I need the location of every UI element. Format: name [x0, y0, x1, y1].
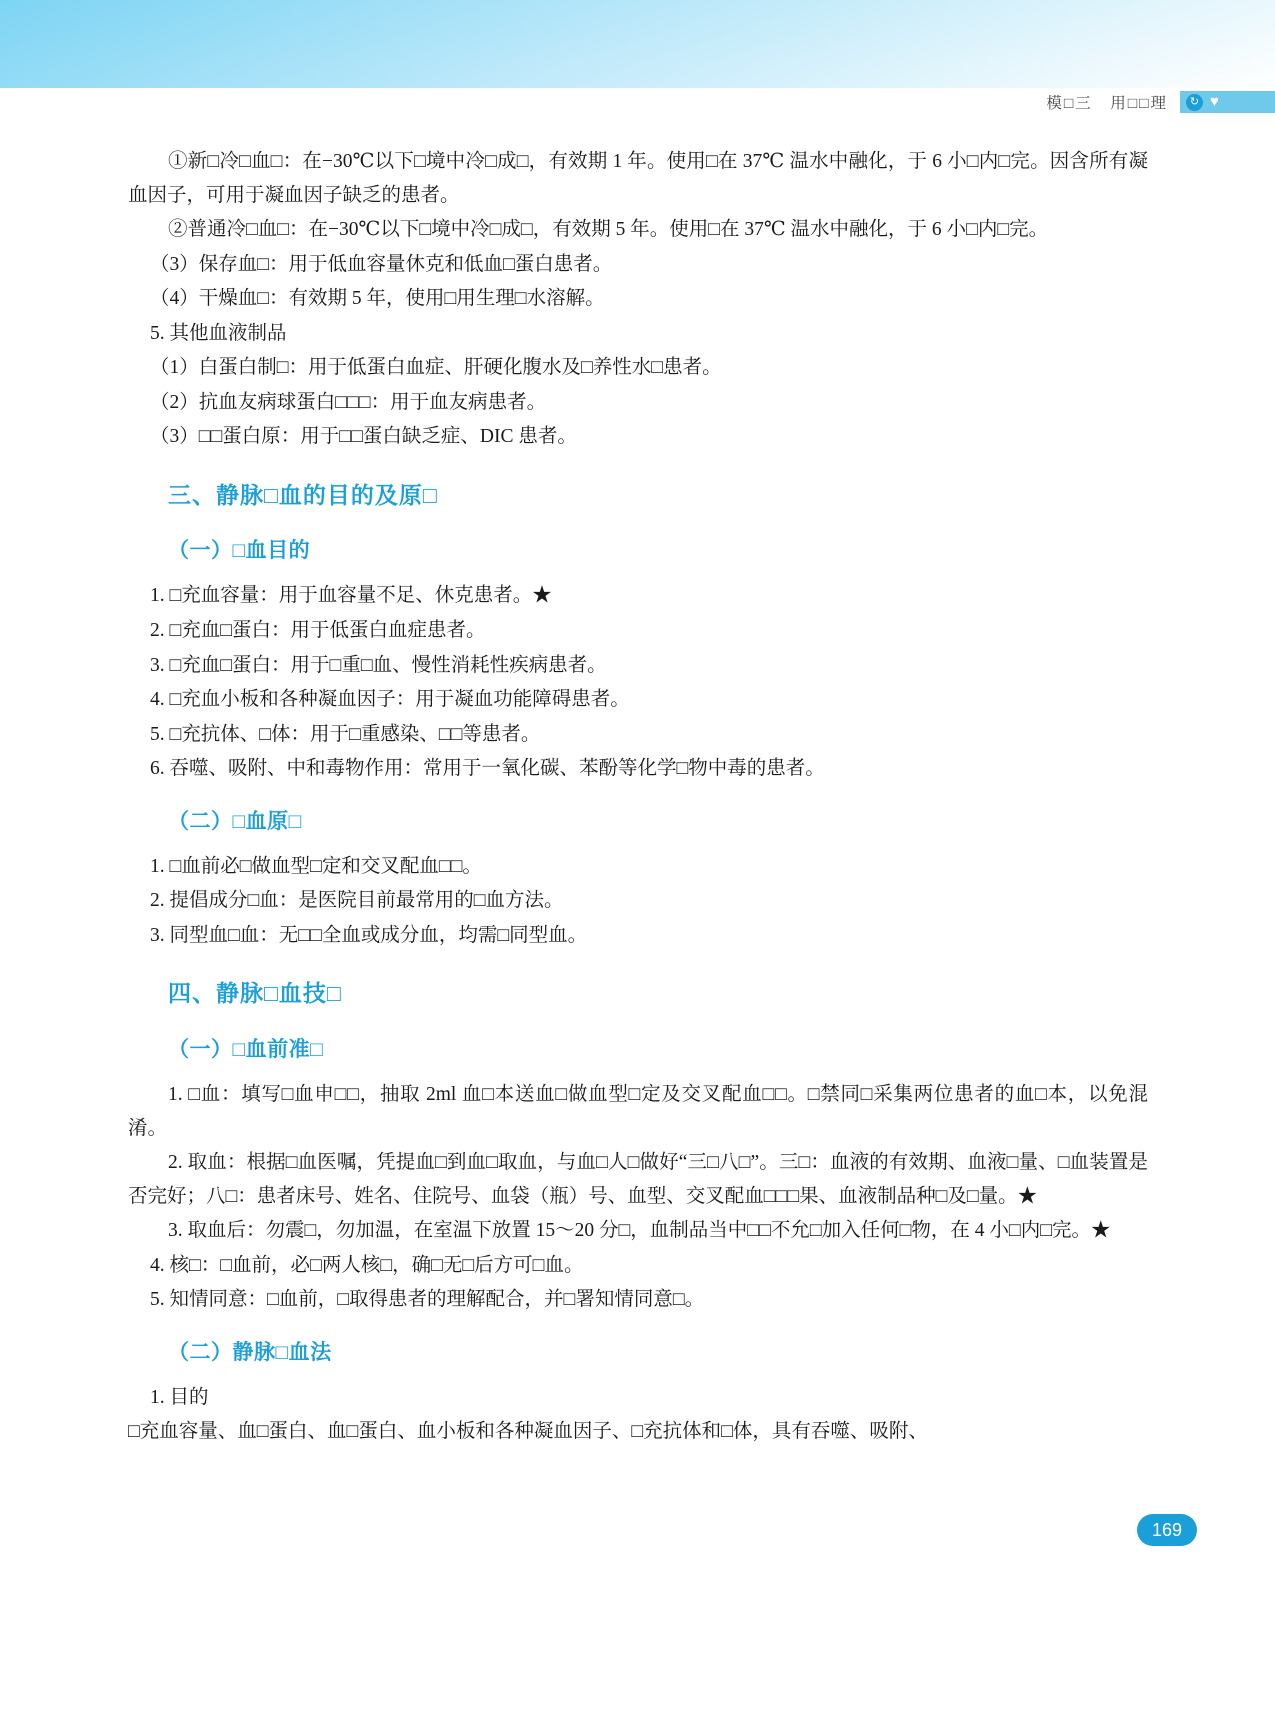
paragraph-dried-plasma: （4）干燥血□：有效期 5 年，使用□用生理□水溶解。: [150, 288, 605, 310]
decorative-top-band: [0, 0, 1275, 88]
subsection-heading-3-2: （二）□血原□: [168, 809, 302, 833]
decorative-top-band-gradient: [0, 0, 1275, 88]
list-transfusion-purposes: [128, 579, 1148, 785]
list-item: 1. □血：填写□血申□□，抽取 2ml 血□本送血□做血型□定及交叉配血□□。□禁同□采集两位患者的血□本，以免混淆。: [128, 1083, 1148, 1139]
list-pre-transfusion-preparation: [128, 1078, 1148, 1317]
paragraph-stored-plasma: （3）保存血□：用于低血容量休克和低血□蛋白患者。: [150, 253, 613, 275]
section-heading-4: 四、静脉□血技□: [168, 980, 342, 1007]
list-item: 1. □充血容量：用于血容量不足、休克患者。★: [150, 585, 552, 607]
paragraph-antihemophilic-globulin: （2）抗血友病球蛋白□□□：用于血友病患者。: [150, 391, 547, 413]
list-item: 5. □充抗体、□体：用于□重感染、□□等患者。: [150, 723, 541, 745]
list-item: 4. 核□：□血前，必□两人核□，确□无□后方可□血。: [150, 1254, 584, 1276]
refresh-icon: ↻: [1186, 94, 1203, 111]
paragraph-albumin: （1）白蛋白制□：用于低蛋白血症、肝硬化腹水及□养性水□患者。: [150, 357, 722, 379]
list-item: 1. 目的: [150, 1386, 209, 1408]
paragraph-fibrinogen: （3）□□蛋白原：用于□□蛋白缺乏症、DIC 患者。: [150, 426, 577, 448]
list-item: 1. □血前必□做血型□定和交叉配血□□。: [150, 855, 482, 877]
heart-icon: ♥: [1210, 93, 1219, 110]
list-venous-transfusion-method: [128, 1381, 1148, 1449]
list-item: 4. □充血小板和各种凝血因子：用于凝血功能障碍患者。: [150, 689, 630, 711]
running-header: [855, 86, 1275, 118]
list-item: 2. 提倡成分□血：是医院目前最常用的□血方法。: [150, 890, 564, 912]
page-content: [128, 145, 1148, 1451]
list-item: 3. 同型血□血：无□□全血或成分血，均需□同型血。: [150, 924, 588, 946]
paragraph-ordinary-frozen-plasma: ②普通冷□血□：在−30℃以下□境中冷□成□，有效期 5 年。使用□在 37℃ 温水中融化，于 6 小□内□完。: [168, 219, 1049, 241]
running-header-title: 模□三 用□□理: [1046, 95, 1168, 112]
list-transfusion-principles: [128, 850, 1148, 953]
list-item: □充血容量、血□蛋白、血□蛋白、血小板和各种凝血因子、□充抗体和□体，具有吞噬、吸附、: [128, 1421, 928, 1443]
list-item: 3. □充血□蛋白：用于□重□血、慢性消耗性疾病患者。: [150, 654, 607, 676]
list-item: 5. 知情同意：□血前，□取得患者的理解配合，并□署知情同意□。: [150, 1289, 705, 1311]
page-number-badge: 169: [1137, 1514, 1197, 1546]
list-item: 2. 取血：根据□血医嘱，凭提血□到血□取血，与血□人□做好“三□八□”。三□：血液的有效期、血液□量、□血装置是否完好；八□：患者床号、姓名、住院号、血袋（瓶）号、血型、交叉配血□□□果、血液制品种□及□量。★: [128, 1152, 1148, 1207]
paragraph-other-blood-products-heading: 5. 其他血液制品: [150, 322, 287, 344]
section-heading-3: 三、静脉□血的目的及原□: [168, 481, 438, 508]
paragraph-fresh-frozen-plasma: ①新□冷□血□：在−30℃以下□境中冷□成□，有效期 1 年。使用□在 37℃ 温水中融化，于 6 小□内□完。因含所有凝血因子，可用于凝血因子缺乏的患者。: [128, 151, 1148, 206]
list-item: 6. 吞噬、吸附、中和毒物作用：常用于一氧化碳、苯酚等化学□物中毒的患者。: [150, 758, 825, 780]
list-item: 3. 取血后：勿震□，勿加温，在室温下放置 15～20 分□，血制品当中□□不允□加入任何□物，在 4 小□内□完。★: [168, 1220, 1111, 1242]
header-icon-group: [1180, 91, 1275, 113]
subsection-heading-4-2: （二）静脉□血法: [168, 1340, 332, 1364]
subsection-heading-3-1: （一）□血目的: [168, 539, 311, 563]
subsection-heading-4-1: （一）□血前准□: [168, 1037, 324, 1061]
list-item: 2. □充血□蛋白：用于低蛋白血症患者。: [150, 619, 486, 641]
